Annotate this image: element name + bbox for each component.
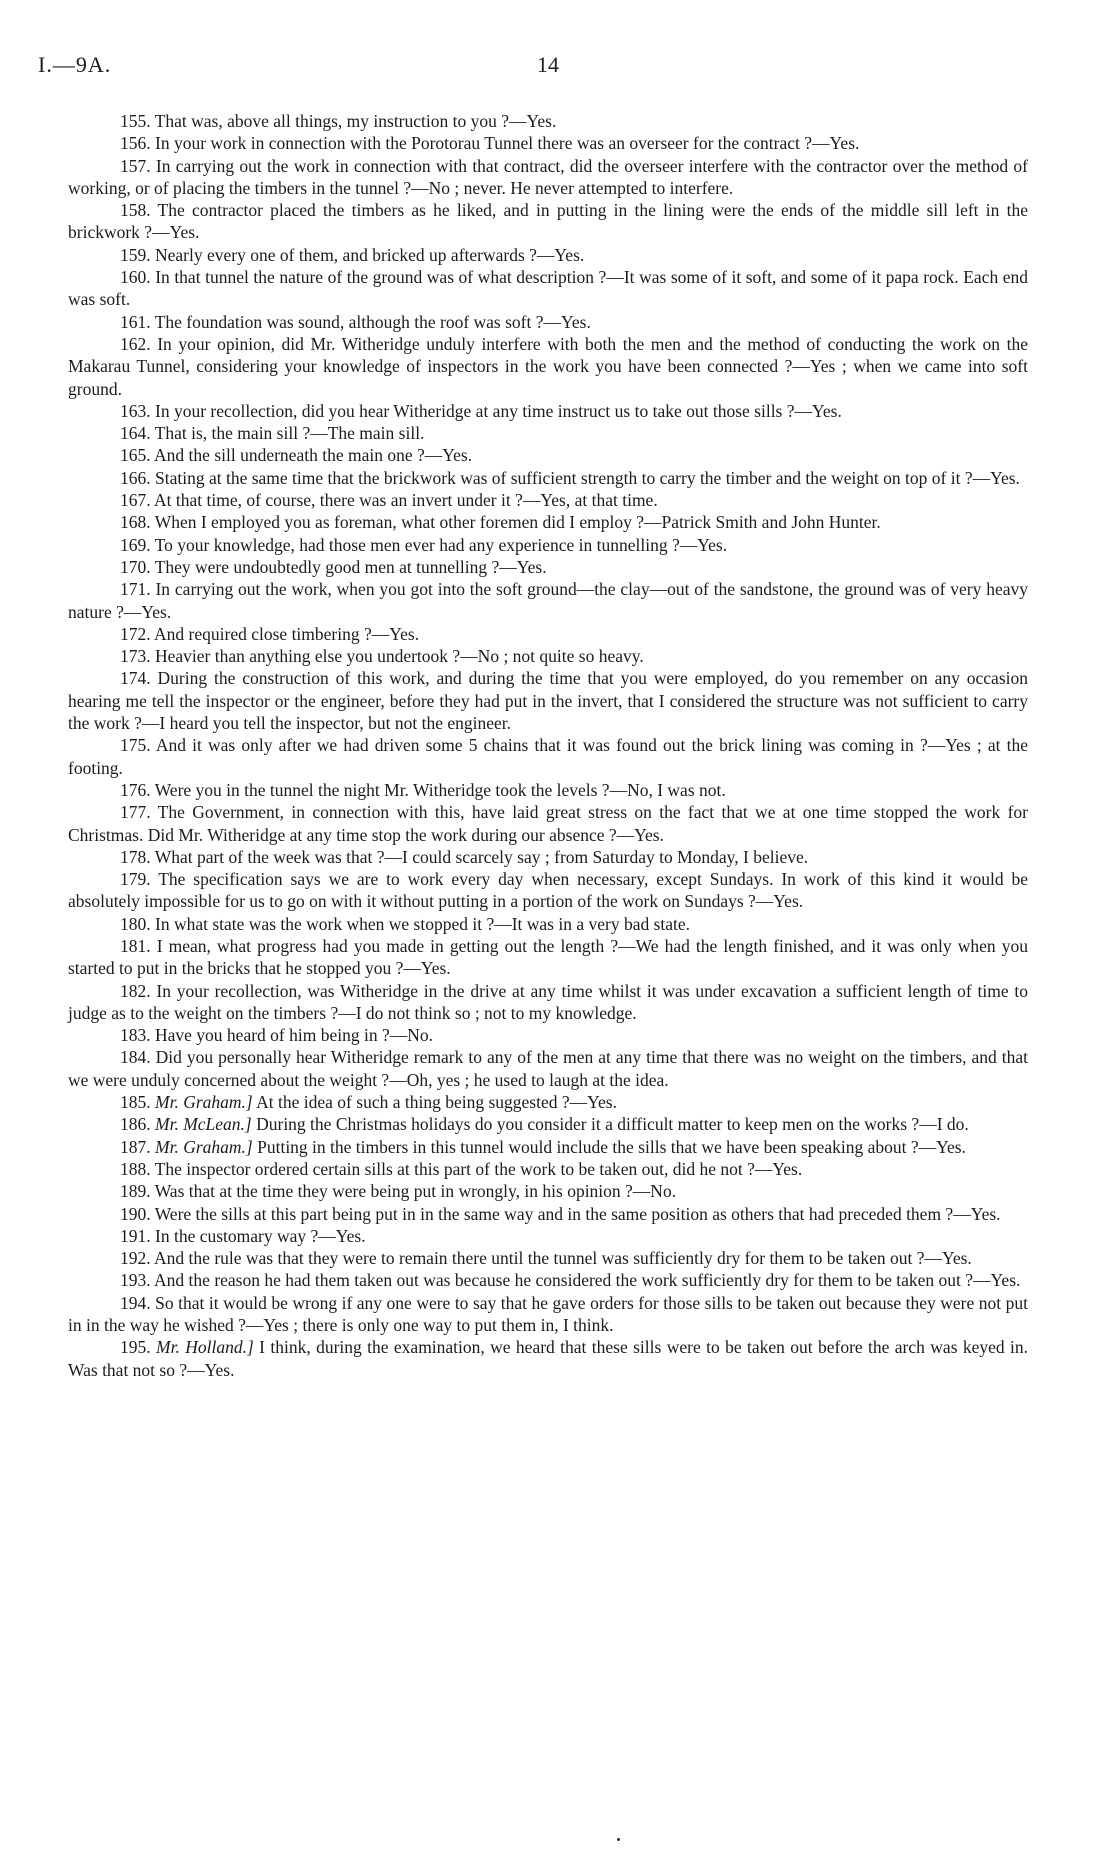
question-number: 192. [120, 1248, 151, 1269]
question-number: 165. [120, 445, 151, 466]
question-text: In your work in connection with the Porotorau Tunnel there was an overseer for the contract ?—Yes. [155, 133, 860, 154]
speaker-name: Mr. McLean.] [155, 1114, 252, 1135]
question-number: 185. [120, 1092, 151, 1113]
question-number: 184. [120, 1047, 151, 1068]
speaker-name: Mr. Graham.] [155, 1092, 253, 1113]
question-paragraph [68, 935, 1028, 980]
question-number: 163. [120, 400, 151, 421]
question-number: 156. [120, 133, 151, 154]
question-number: 172. [120, 623, 151, 644]
question-paragraph [68, 1269, 1028, 1291]
question-text: The contractor placed the timbers as he liked, and in putting in the lining were the ends of the middle sill left in the brickwork ?—Yes. [68, 200, 1029, 243]
question-text: In your recollection, was Witheridge in the drive at any time whilst it was under excavation a sufficient length of time to judge as to the weight on the timbers ?—I do not think so ; not to my knowledge. [68, 980, 1028, 1023]
question-number: 170. [120, 556, 151, 577]
question-text: Have you heard of him being in ?—No. [155, 1025, 433, 1046]
question-paragraph [68, 556, 1028, 578]
question-paragraph [68, 667, 1028, 734]
question-number: 181. [120, 935, 151, 956]
question-number: 157. [120, 155, 151, 176]
question-number: 167. [120, 490, 151, 511]
question-text: In what state was the work when we stopped it ?—It was in a very bad state. [155, 913, 691, 934]
question-paragraph [68, 980, 1028, 1025]
question-number: 158. [120, 200, 151, 221]
question-number: 162. [120, 333, 151, 354]
question-paragraph [68, 244, 1028, 266]
question-text: So that it would be wrong if any one were to say that he gave orders for those sills to be taken out because they were not put in in the way he wished ?—Yes ; there is only one way to put them in, I think. [68, 1292, 1029, 1336]
question-paragraph [68, 779, 1028, 801]
question-number: 176. [120, 779, 151, 800]
question-paragraph [68, 1046, 1028, 1091]
question-text: Stating at the same time that the brickwork was of sufficient strength to carry the timber and the weight on top of it ?—Yes. [155, 467, 1020, 488]
question-paragraph [68, 1225, 1028, 1247]
question-number: 187. [120, 1136, 151, 1157]
question-number: 174. [120, 668, 151, 689]
question-number: 177. [120, 802, 151, 823]
question-number: 180. [120, 913, 151, 934]
question-paragraph [68, 444, 1028, 466]
question-number: 190. [120, 1203, 151, 1224]
question-text: At the idea of such a thing being suggested ?—Yes. [256, 1092, 617, 1113]
question-text: Were you in the tunnel the night Mr. Witheridge took the levels ?—No, I was not. [154, 779, 726, 800]
question-number: 186. [120, 1114, 151, 1135]
question-paragraph [68, 333, 1028, 400]
question-paragraph [68, 801, 1028, 846]
document-reference: I.—9A. [38, 52, 112, 77]
page-number: 14 [537, 52, 559, 77]
question-number: 191. [120, 1225, 151, 1246]
question-text: The Government, in connection with this, have laid great stress on the fact that we at one time stopped the work for Christmas. Did Mr. Witheridge at any time stop the work during our absence ?—Yes. [68, 802, 1029, 845]
question-text: In that tunnel the nature of the ground was of what description ?—It was some of it soft, and some of it papa rock. Each end was soft. [68, 267, 1029, 310]
question-paragraph [68, 1158, 1028, 1180]
question-text: And the sill underneath the main one ?—Yes. [154, 445, 473, 466]
question-paragraph [68, 467, 1028, 489]
question-text: That is, the main sill ?—The main sill. [154, 423, 425, 444]
question-paragraph [68, 1292, 1028, 1337]
question-number: 169. [120, 534, 151, 555]
question-number: 155. [120, 111, 151, 131]
question-paragraph [68, 1247, 1028, 1269]
question-number: 161. [120, 311, 151, 332]
question-text: Were the sills at this part being put in in the same way and in the same position as others that had preceded them ?—Yes. [154, 1203, 1001, 1224]
question-text: I mean, what progress had you made in getting out the length ?—We had the length finished, and it was only when you started to put in the bricks that he stopped you ?—Yes. [68, 935, 1028, 979]
question-paragraph [68, 1091, 1028, 1113]
question-text: I think, during the examination, we heard that these sills were to be taken out before the arch was keyed in. Was that not so ?—Yes. [68, 1337, 1029, 1380]
question-number: 194. [120, 1292, 151, 1313]
question-paragraph [68, 645, 1028, 667]
question-number: 166. [120, 467, 151, 488]
question-text: The foundation was sound, although the roof was soft ?—Yes. [154, 311, 591, 332]
testimony-body [68, 110, 1028, 1381]
question-text: Was that at the time they were being put in wrongly, in his opinion ?—No. [154, 1181, 677, 1202]
question-paragraph [68, 155, 1028, 200]
question-paragraph [68, 734, 1028, 779]
question-paragraph [68, 199, 1028, 244]
question-paragraph [68, 422, 1028, 444]
question-text: That was, above all things, my instruction to you ?—Yes. [154, 111, 557, 131]
question-text: Did you personally hear Witheridge remark to any of the men at any time that there was no weight on the timbers, and that we were unduly concerned about the weight ?—Oh, yes ; he used to laugh at the idea. [68, 1047, 1029, 1090]
question-number: 175. [120, 735, 151, 756]
question-text: And it was only after we had driven some 5 chains that it was found out the brick lining was coming in ?—Yes ; at the footing. [68, 735, 1028, 778]
question-number: 159. [120, 244, 151, 265]
question-paragraph [68, 1180, 1028, 1202]
print-speck [617, 1838, 620, 1841]
question-paragraph [68, 1113, 1028, 1135]
question-text: In your recollection, did you hear Witheridge at any time instruct us to take out those sills ?—Yes. [155, 400, 842, 421]
question-paragraph [68, 1336, 1028, 1381]
question-text: And the rule was that they were to remain there until the tunnel was sufficiently dry for them to be taken out ?—Yes. [154, 1248, 972, 1269]
question-text: During the construction of this work, and during the time that you were employed, do you remember on any occasion hearing me tell the inspector or the engineer, before they had put in the invert, that I considered the structure was not sufficient to carry the work ?—I heard you tell the inspector, but not the engineer. [68, 668, 1028, 734]
question-text: Nearly every one of them, and bricked up afterwards ?—Yes. [155, 244, 585, 265]
question-number: 195. [120, 1337, 151, 1358]
question-paragraph [68, 534, 1028, 556]
question-number: 189. [120, 1181, 151, 1202]
question-text: During the Christmas holidays do you consider it a difficult matter to keep men on the works ?—I do. [256, 1114, 969, 1135]
speaker-name: Mr. Holland.] [156, 1337, 254, 1358]
question-paragraph [68, 400, 1028, 422]
question-number: 179. [120, 869, 151, 890]
question-paragraph [68, 1136, 1028, 1158]
question-number: 168. [120, 512, 151, 533]
speaker-name: Mr. Graham.] [155, 1136, 253, 1157]
question-text: In the customary way ?—Yes. [155, 1225, 366, 1246]
question-number: 160. [120, 267, 151, 288]
page-header [38, 52, 1038, 82]
question-text: Putting in the timbers in this tunnel would include the sills that we have been speaking about ?—Yes. [257, 1136, 966, 1157]
question-text: In your opinion, did Mr. Witheridge unduly interfere with both the men and the method of conducting the work on the Makarau Tunnel, considering your knowledge of inspectors in the work you have been connected ?—Yes ; when we came into soft ground. [68, 333, 1028, 399]
question-paragraph [68, 110, 1028, 132]
question-text: What part of the week was that ?—I could scarcely say ; from Saturday to Monday, I believe. [154, 846, 809, 867]
question-paragraph [68, 489, 1028, 511]
question-number: 193. [120, 1270, 151, 1291]
question-paragraph [68, 868, 1028, 913]
question-paragraph [68, 913, 1028, 935]
question-paragraph [68, 132, 1028, 154]
question-text: To your knowledge, had those men ever had any experience in tunnelling ?—Yes. [154, 534, 728, 555]
question-text: And required close timbering ?—Yes. [154, 623, 420, 644]
question-text: When I employed you as foreman, what other foremen did I employ ?—Patrick Smith and John Hunter. [154, 512, 881, 533]
question-text: In carrying out the work, when you got into the soft ground—the clay—out of the sandstone, the ground was of very heavy nature ?—Yes. [68, 579, 1029, 622]
question-text: In carrying out the work in connection with that contract, did the overseer interfere with the contractor over the method of working, or of placing the timbers in the tunnel ?—No ; never. He never attempted to interfere. [68, 155, 1029, 198]
question-paragraph [68, 266, 1028, 311]
question-number: 171. [120, 579, 151, 600]
question-paragraph [68, 1024, 1028, 1046]
question-paragraph [68, 846, 1028, 868]
question-text: They were undoubtedly good men at tunnelling ?—Yes. [154, 556, 547, 577]
question-number: 178. [120, 846, 151, 867]
question-text: The inspector ordered certain sills at this part of the work to be taken out, did he not ?—Yes. [154, 1158, 803, 1179]
question-text: At that time, of course, there was an invert under it ?—Yes, at that time. [154, 490, 658, 511]
question-paragraph [68, 1203, 1028, 1225]
question-number: 188. [120, 1158, 151, 1179]
question-paragraph [68, 511, 1028, 533]
question-number: 182. [120, 980, 151, 1001]
question-paragraph [68, 623, 1028, 645]
question-text: The specification says we are to work every day when necessary, except Sundays. In work of this kind it would be absolutely impossible for us to go on with it without putting in a portion of the work on Sundays ?—Yes. [68, 869, 1028, 912]
question-number: 164. [120, 423, 151, 444]
question-paragraph [68, 578, 1028, 623]
question-number: 183. [120, 1025, 151, 1046]
question-text: And the reason he had them taken out was because he considered the work sufficiently dry for them to be taken out ?—Yes. [154, 1270, 1021, 1291]
question-paragraph [68, 311, 1028, 333]
question-text: Heavier than anything else you undertook ?—No ; not quite so heavy. [155, 646, 644, 667]
question-number: 173. [120, 646, 151, 667]
